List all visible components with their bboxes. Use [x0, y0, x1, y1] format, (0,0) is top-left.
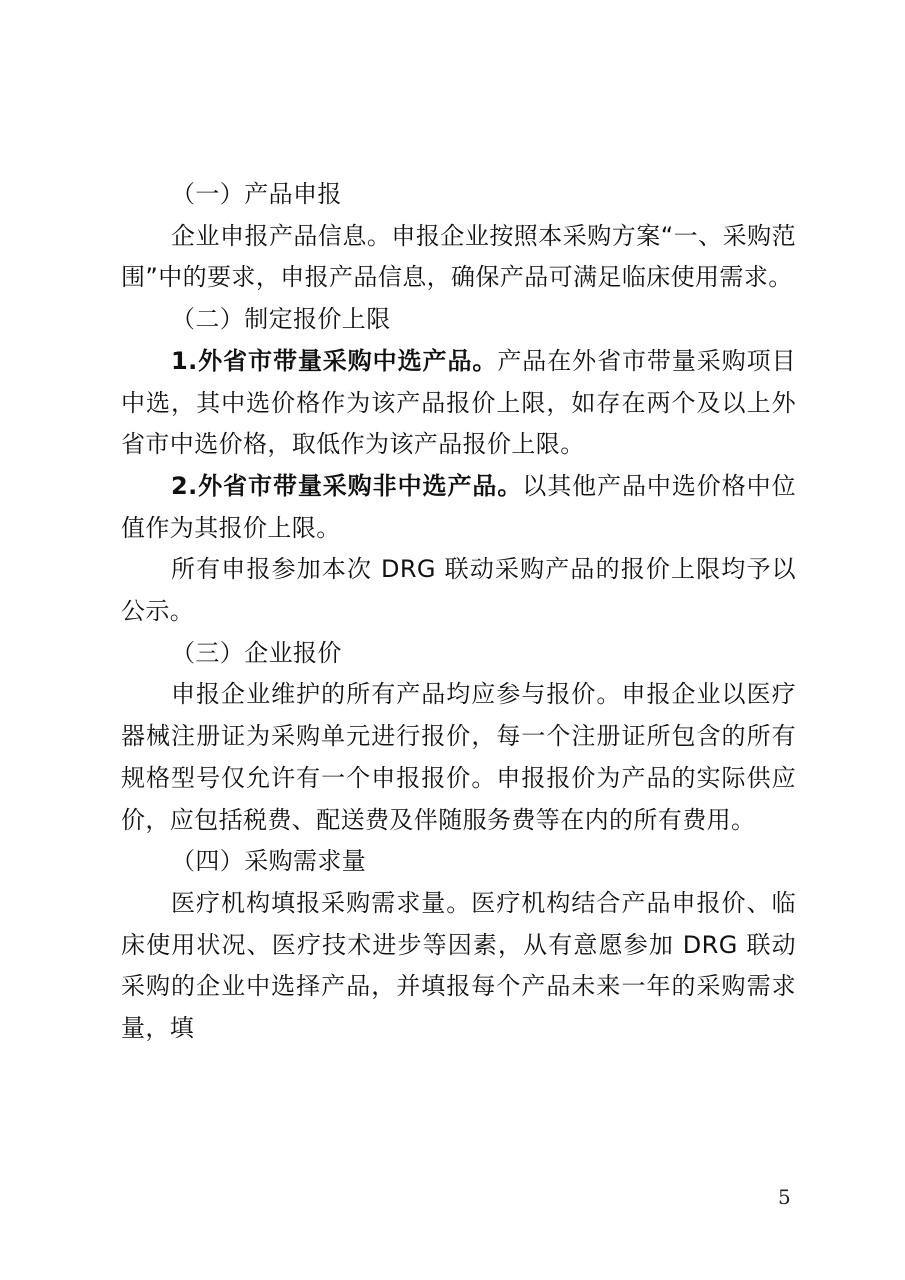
paragraph-text: 企业申报产品信息。申报企业按照本采购方案“一、采购范围”中的要求，申报产品信息，确保产品可满足临床使用需求。	[121, 221, 796, 292]
paragraph-text: 以其他产品中选价格中位值作为其报价上限。	[121, 471, 796, 542]
paragraph-text: （四）采购需求量	[171, 847, 367, 876]
paragraph-text: （三）企业报价	[171, 638, 342, 667]
section-heading-product-declaration	[121, 174, 796, 216]
paragraph-text: （二）制定报价上限	[171, 305, 391, 334]
section-heading-price-cap	[121, 299, 796, 341]
paragraph-text: 申报企业维护的所有产品均应参与报价。申报企业以医疗器械注册证为采购单元进行报价，每一个注册证所包含的所有规格型号仅允许有一个申报报价。申报报价为产品的实际供应价，应包括税费、配送费及伴随服务费等在内的所有费用。	[121, 680, 796, 834]
page-number: 5	[778, 1185, 791, 1209]
paragraph-demand-reporting	[121, 883, 796, 1050]
paragraph-text: 产品在外省市带量采购项目中选，其中选价格作为该产品报价上限，如存在两个及以上外省市中选价格，取低作为该产品报价上限。	[121, 346, 796, 459]
paragraph-public-notice	[121, 549, 796, 632]
paragraph-selected-products	[121, 341, 796, 466]
paragraph-non-selected-products	[121, 466, 796, 549]
paragraph-text: （一）产品申报	[171, 180, 342, 208]
paragraph-text: 医疗机构填报采购需求量。医疗机构结合产品申报价、临床使用状况、医疗技术进步等因素，从有意愿参加 DRG 联动采购的企业中选择产品，并填报每个产品未来一年的采购需求量，填	[121, 888, 796, 1043]
section-heading-demand	[121, 841, 796, 883]
paragraph-lead-bold: 1.外省市带量采购中选产品。	[171, 346, 498, 375]
paragraph-lead-bold: 2.外省市带量采购非中选产品。	[171, 471, 523, 500]
section-heading-enterprise-quote	[121, 633, 796, 675]
paragraph-text: 所有申报参加本次 DRG 联动采购产品的报价上限均予以公示。	[121, 555, 796, 626]
paragraph-quote-rules	[121, 674, 796, 841]
paragraph-product-info	[121, 216, 796, 299]
document-body	[121, 174, 796, 1050]
